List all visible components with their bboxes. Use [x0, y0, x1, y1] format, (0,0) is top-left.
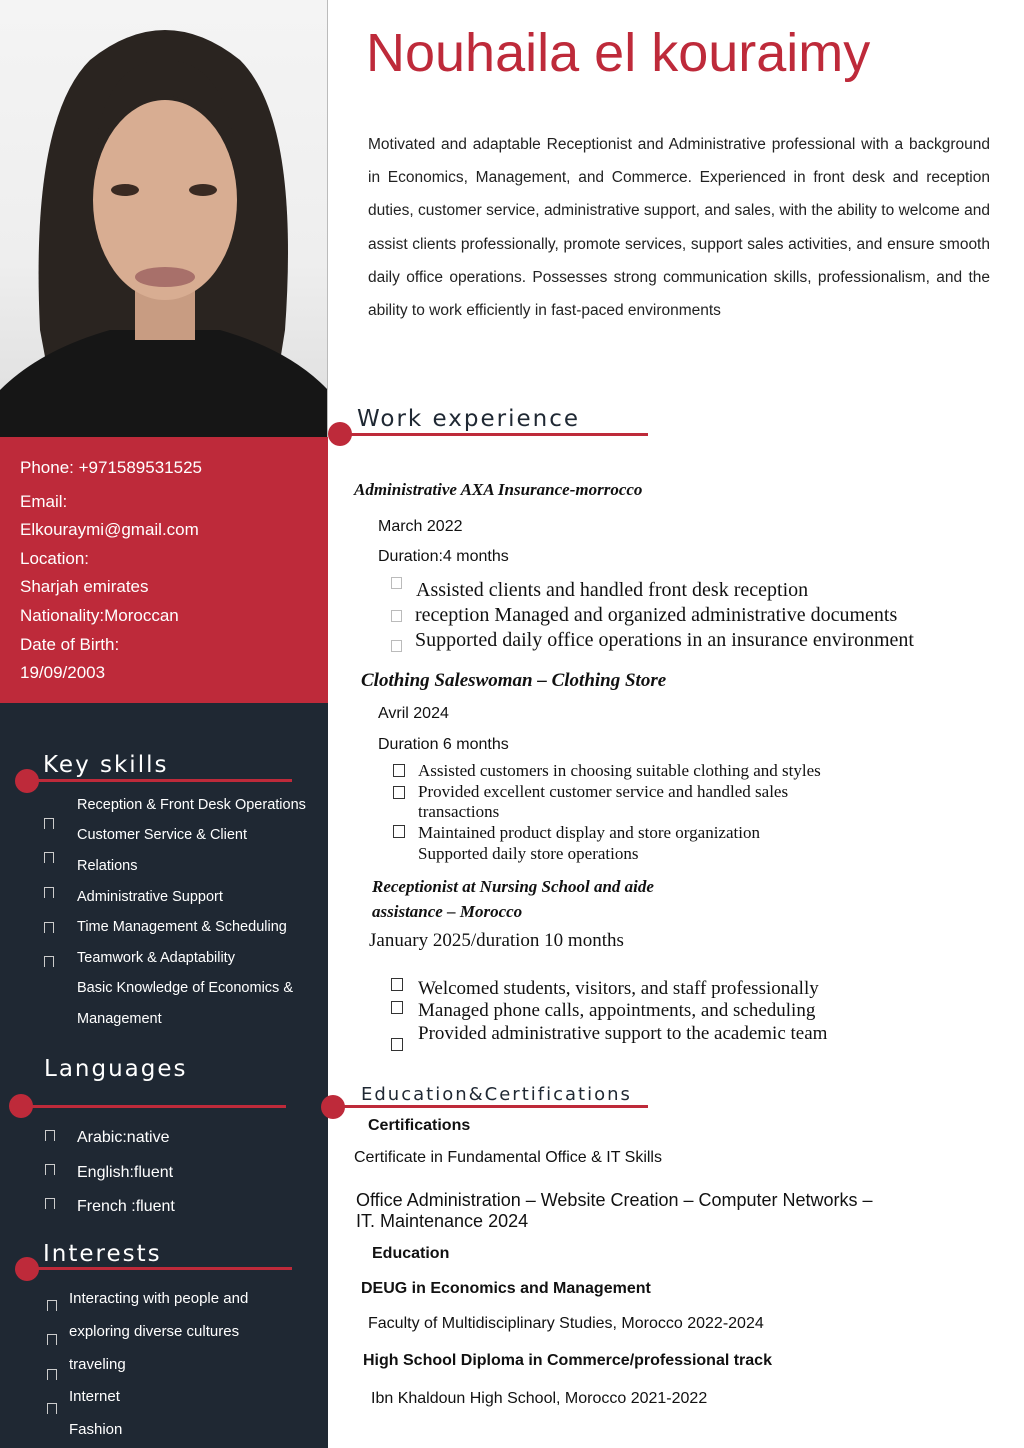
skill-item: Customer Service & Client	[77, 827, 248, 843]
bullet-dot-icon	[15, 769, 39, 793]
location: Sharjah emirates	[20, 577, 149, 597]
skill-item: Management	[77, 1011, 162, 1027]
job-date: March 2022	[378, 518, 463, 535]
job-bullet: Provided excellent customer service and handled sales	[418, 782, 789, 801]
language-item: French :fluent	[77, 1198, 175, 1215]
email: Elkouraymi@gmail.com	[20, 520, 199, 540]
interest-item: exploring diverse cultures	[69, 1323, 240, 1340]
key-skills-heading: Key skills	[43, 752, 169, 778]
checkbox-icon	[391, 978, 403, 991]
job-date: January 2025/duration 10 months	[369, 930, 624, 951]
job-bullet: Assisted clients and handled front desk reception	[416, 579, 809, 601]
certificate-details: IT. Maintenance 2024	[356, 1211, 529, 1231]
interest-item: Fashion	[69, 1421, 123, 1438]
checkbox-icon	[44, 922, 54, 933]
divider	[327, 0, 328, 437]
checkbox-icon	[47, 1300, 57, 1311]
checkbox-icon	[393, 786, 405, 799]
bullet-dot-icon	[321, 1095, 345, 1119]
job-date: Avril 2024	[378, 705, 449, 722]
contact-block	[0, 437, 328, 703]
job-title: Receptionist at Nursing School and aide	[372, 877, 654, 896]
dob-label: Date of Birth:	[20, 634, 120, 654]
job-bullet: Provided administrative support to the academic team	[418, 1023, 828, 1044]
candidate-name: Nouhaila el kouraimy	[366, 23, 871, 83]
job-bullet: transactions	[418, 802, 500, 821]
degree-school: Ibn Khaldoun High School, Morocco 2021-2022	[371, 1390, 708, 1407]
interests-heading: Interests	[43, 1241, 162, 1267]
job-bullet: Supported daily store operations	[418, 844, 639, 863]
job-bullet: Managed phone calls, appointments, and scheduling	[418, 1000, 816, 1021]
job-title: Administrative AXA Insurance-morrocco	[354, 480, 643, 499]
profile-summary: Motivated and adaptable Receptionist and Administrative professional with a background in Economics, Management, and Commerce. Experienced in front desk and reception duties, customer service, administrative support, and sales, with the ability to welcome and assist clients professionally, promote services, support sales activities, and ensure smooth daily office operations. Possesses strong communication skills, professionalism, and the ability to work efficiently in fast-paced environments	[368, 136, 990, 320]
work-experience-heading: Work experience	[357, 406, 581, 432]
checkbox-icon	[45, 1198, 55, 1209]
job-duration: Duration:4 months	[378, 548, 509, 565]
degree-school: Faculty of Multidisciplinary Studies, Morocco 2022-2024	[368, 1315, 764, 1332]
checkbox-icon	[47, 1369, 57, 1380]
dob: 19/09/2003	[20, 663, 106, 683]
checkbox-icon	[47, 1403, 57, 1414]
bullet-dot-icon	[9, 1094, 33, 1118]
divider	[340, 1105, 648, 1108]
certifications-heading: Certifications	[368, 1117, 471, 1134]
checkbox-icon	[391, 1001, 403, 1014]
job-bullet: Supported daily office operations in an insurance environment	[415, 629, 914, 651]
checkbox-icon	[391, 1038, 403, 1051]
degree: High School Diploma in Commerce/professional track	[363, 1352, 772, 1369]
education-heading: Education&Certifications	[361, 1084, 632, 1105]
profile-photo	[0, 0, 328, 437]
language-item: English:fluent	[77, 1164, 174, 1181]
education-subheading: Education	[372, 1245, 450, 1262]
bullet-dot-icon	[15, 1257, 39, 1281]
checkbox-icon	[44, 887, 54, 898]
skill-item: Time Management & Scheduling	[77, 919, 287, 935]
location-label: Location:	[20, 548, 89, 568]
skill-item: Administrative Support	[77, 889, 223, 905]
divider	[28, 1267, 292, 1270]
nationality: Nationality:Moroccan	[20, 605, 179, 625]
skill-item: Teamwork & Adaptability	[77, 950, 235, 966]
job-bullet: reception Managed and organized administrative documents	[415, 604, 898, 626]
checkbox-icon	[393, 764, 405, 777]
checkbox-icon	[45, 1130, 55, 1141]
sidebar	[0, 0, 328, 1448]
job-bullet: Assisted customers in choosing suitable clothing and styles	[418, 761, 821, 780]
languages-heading: Languages	[44, 1056, 188, 1082]
bullet-dot-icon	[328, 422, 352, 446]
job-title: assistance – Morocco	[372, 902, 523, 921]
checkbox-icon	[47, 1334, 57, 1345]
checkbox-icon	[44, 956, 54, 967]
certificate: Certificate in Fundamental Office & IT Skills	[354, 1149, 662, 1166]
degree: DEUG in Economics and Management	[361, 1280, 651, 1297]
divider	[340, 433, 648, 436]
checkbox-icon	[393, 825, 405, 838]
interest-item: Internet	[69, 1388, 120, 1405]
skill-item: Reception & Front Desk Operations	[77, 797, 306, 813]
job-bullet: Maintained product display and store organization	[418, 823, 760, 842]
skill-item: Relations	[77, 858, 138, 874]
phone: Phone: +971589531525	[20, 458, 202, 477]
checkbox-icon	[44, 818, 54, 829]
job-duration: Duration 6 months	[378, 736, 509, 753]
divider	[28, 779, 292, 782]
certificate-details: Office Administration – Website Creation – Computer Networks –	[356, 1190, 873, 1210]
job-bullet: Welcomed students, visitors, and staff professionally	[418, 978, 819, 999]
checkbox-icon	[391, 577, 402, 589]
checkbox-icon	[391, 610, 402, 622]
checkbox-icon	[45, 1164, 55, 1175]
skill-item: Basic Knowledge of Economics &	[77, 980, 293, 996]
email-label: Email:	[20, 491, 68, 511]
checkbox-icon	[44, 852, 54, 863]
checkbox-icon	[391, 640, 402, 652]
interest-item: Interacting with people and	[69, 1290, 249, 1307]
divider	[22, 1105, 286, 1108]
job-title: Clothing Saleswoman – Clothing Store	[361, 670, 667, 691]
interest-item: traveling	[69, 1356, 126, 1373]
language-item: Arabic:native	[77, 1129, 170, 1146]
